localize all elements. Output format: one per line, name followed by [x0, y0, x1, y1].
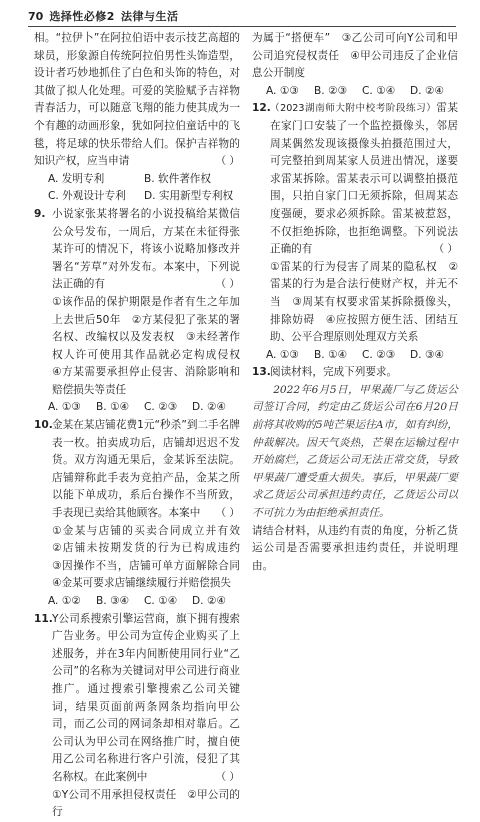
right-column: [252, 30, 458, 575]
option: A. ①②: [48, 595, 81, 607]
option: C. 外观设计专利: [48, 190, 126, 203]
question-9-options: [34, 399, 240, 417]
question-8-options-row2: [34, 188, 240, 206]
book-title: 选择性必修2: [49, 10, 115, 24]
question-10-options: [34, 593, 240, 611]
question-12-options: [252, 347, 458, 365]
question-items: ①Y公司不用承担侵权责任 ②甲公司的行: [52, 788, 240, 819]
option: B. ③④: [96, 595, 129, 607]
question-13: [252, 364, 458, 382]
question-stem: 阅读材料，完成下列要求。: [270, 366, 398, 379]
question-11-options: [252, 83, 458, 101]
option: B. ②③: [314, 84, 347, 97]
question-11: [34, 611, 240, 822]
question-12: [252, 100, 458, 346]
question-number: 10.: [34, 419, 53, 432]
chapter-title: 法律与生活: [120, 10, 179, 24]
option: D. ②④: [192, 595, 226, 607]
question-number: 12.: [252, 102, 271, 115]
reading-material: 2022年6月5日，甲果蔬厂与乙货运公司签订合同，约定由乙货运公司在6月20日前将其收购的5吨芒果运往A市，如有纠纷，仲裁解决。因天气炎热，芒果在运输过程中开始腐烂，乙货运公司无法正常交货，导致甲果蔬厂遭受重大损失。事后，甲果蔬厂要求乙货运公司承担违约责任，乙货运公司以不可抗力为由拒绝承担责任。: [252, 383, 458, 520]
question-11-continuation: 为属于“搭便车” ③乙公司可向Y公司和甲公司追究侵权责任 ④甲公司违反了企业信息公开制度: [252, 32, 458, 80]
question-number: 11.: [34, 612, 53, 625]
option: C. ②③: [362, 348, 396, 361]
answer-paren: （ ）: [433, 243, 458, 256]
option: C. ①④: [144, 595, 178, 607]
answer-paren: （ ）: [215, 770, 240, 783]
question-task: 请结合材料，从违约有责的角度，分析乙货运公司是否需要承担违约责任，并说明理由。: [252, 524, 458, 572]
option: D. ③④: [410, 348, 444, 361]
answer-paren: （ ）: [215, 507, 240, 520]
source-tag: （2023湖南师大附中校考阶段练习）: [270, 103, 437, 115]
question-items: ①雷某的行为侵害了周某的隐私权 ②雷某的行为是合法行使财产权，并无不当 ③周某有权要求雷某拆除摄像头，排除妨碍 ④应按照方便生活、团结互助、公平合理原则处理双方关系: [270, 260, 458, 344]
option: B. ①④: [314, 348, 347, 361]
option: A. ①③: [48, 401, 81, 414]
page-header: [28, 8, 456, 27]
question-items: ①金某与店铺的买卖合同成立并有效 ②店铺未按期发货的行为已构成违约 ③因操作不当，店铺可单方面解除合同 ④金某可要求店铺继续履行并赔偿损失: [52, 524, 251, 590]
option: D. ②④: [410, 84, 444, 97]
option: C. ①④: [362, 84, 396, 97]
question-stem: Y公司系搜索引擎运营商，旗下拥有搜索广告业务。甲公司为宣传企业购买了上述服务，并在3年内间断使用同行业“乙公司”的名称为关键词对甲公司进行商业推广。通过搜索引擎搜索乙公司关键词，结果页面前两条网条均指向甲公司，而乙公司的网词条却相对靠后。乙公司认为甲公司在网络推广时，擅自使用乙公司名称进行客户引流，侵犯了其名称权。在此案例中: [52, 612, 240, 783]
question-stem: 金某在某店铺花费1元“秒杀”到二手名牌表一枚。拍卖成功后，店铺却迟迟不发货。双方沟通无果后，金某诉至法院。店铺辩称此手表为竞拍产品，金某之所以能下单成功，系后台操作不当所致，手表现已卖给其他顾客。本案中: [52, 419, 240, 520]
question-9: [34, 206, 251, 400]
question-8-continuation: [34, 30, 240, 171]
question-number: 13.: [252, 366, 271, 379]
question-stem: 小说家张某将署名的小说投稿给某微信公众号发布，一周后，方某在未征得张某许可的情况下，将该小说略加修改并署名“芳草”对外发布。本案中，下列说法正确的有: [52, 207, 240, 291]
option: B. ①④: [96, 401, 129, 414]
page-number: 70: [28, 10, 44, 24]
question-stem: 雷某在家门口安装了一个监控摄像头，邻居周某偶然发现该摄像头拍摄范围过大，可完整拍到周某家人员进出情况，遂要求雷某拆除。雷某表示可以调整拍摄范围，只拍自家门口无须拆除，但周某态度强硬，要求必须拆除。雷某被惹怒，不仅拒绝拆除，也拒绝调整。下列说法正确的有: [270, 102, 459, 256]
option: D. ②④: [192, 401, 226, 414]
option: D. 实用新型专利权: [144, 190, 234, 203]
question-8-options: [34, 171, 240, 189]
question-number: 9.: [34, 207, 46, 220]
option: C. ②③: [144, 401, 178, 414]
question-items: ①该作品的保护期限是作者有生之年加上去世后50年 ②方某侵犯了张某的署名权、改编权以及发表权 ③未经著作权人许可使用其作品就必定构成侵权 ④方某需要承担停止侵害、消除影响和赔偿损失等责任: [52, 295, 251, 396]
option: A. 发明专利: [48, 172, 105, 185]
option: A. ①③: [266, 348, 299, 361]
left-column: [34, 30, 251, 822]
option: B. 软件著作权: [144, 172, 211, 185]
answer-paren: （ ）: [215, 278, 240, 291]
question-10: [34, 417, 251, 593]
question-8-text: 相。“拉伊卜”在阿拉伯语中表示技艺高超的球员，形象源自传统阿拉伯男性头饰造型，设计者巧妙地抓住了白色和头饰的特色，对其做了拟人化处理。可爱的笑脸赋予吉祥物青春活力，可以随意飞翔的能力使其成为一个有趣的动画形象，犹如阿拉伯童话中的飞毯，将足球的快乐带给人们。保护吉祥物的知识产权，应当申请: [34, 32, 240, 168]
answer-paren: （ ）: [215, 155, 240, 168]
option: A. ①③: [266, 84, 299, 97]
